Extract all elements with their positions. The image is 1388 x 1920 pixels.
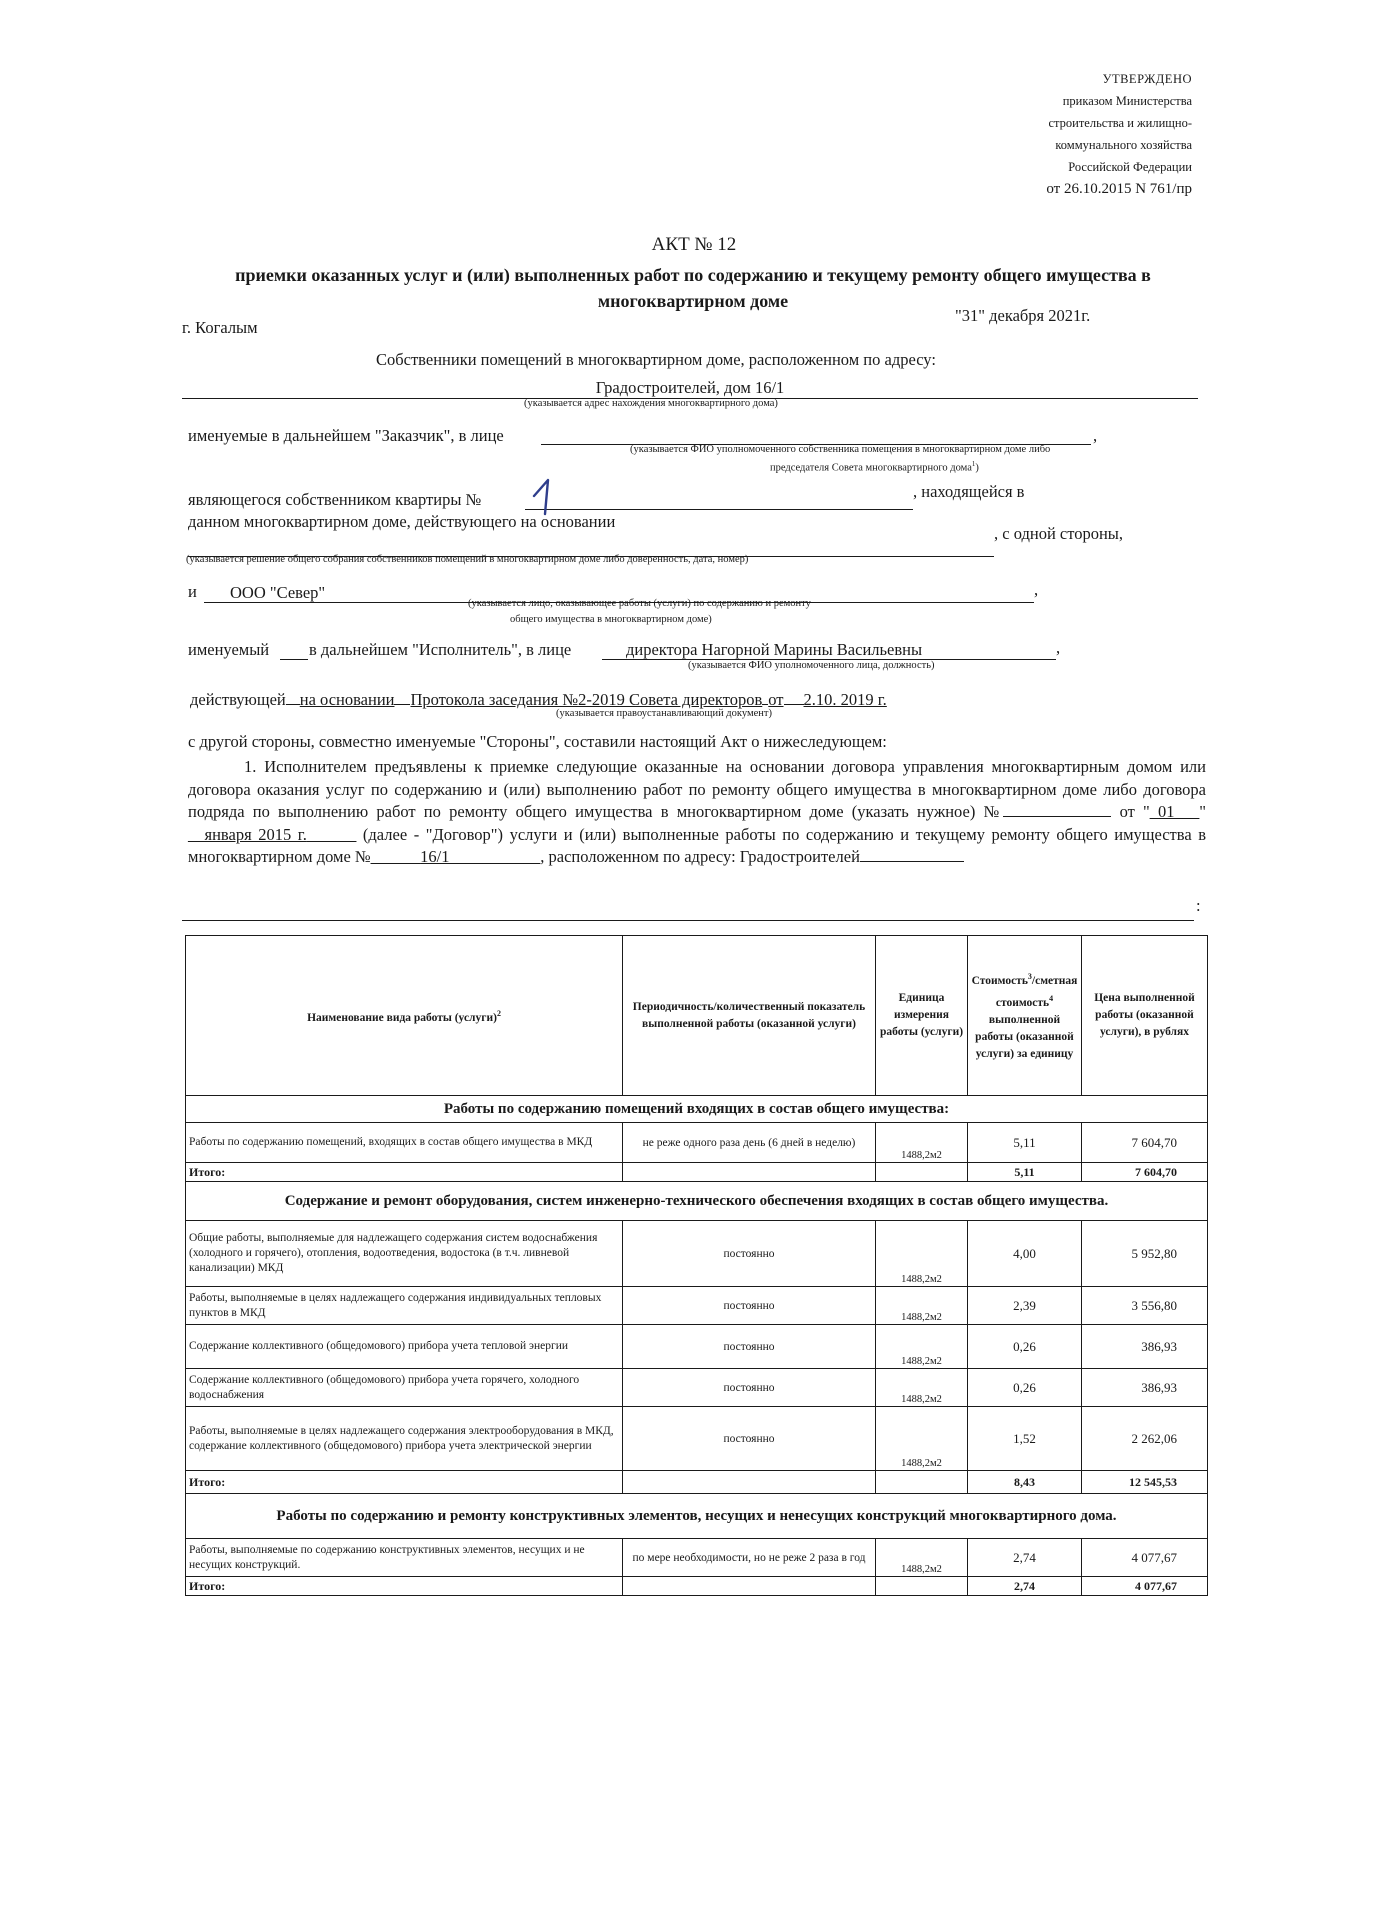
- basis-note: (указывается решение общего собрания собственников помещений в многоквартирном доме либо доверенность, дата, номер): [186, 554, 749, 565]
- acting-prefix: действующей: [190, 690, 286, 709]
- work-name-cell: Работы, выполняемые в целях надлежащего содержания индивидуальных тепловых пунктов в МКД: [186, 1287, 623, 1325]
- empty-cell: [623, 1471, 876, 1494]
- customer-name-field: [541, 426, 1091, 445]
- one-side-text: , с одной стороны,: [994, 524, 1124, 543]
- table-row: [186, 1221, 1208, 1287]
- total-cost-cell: 8,43: [968, 1471, 1082, 1494]
- unit-cell: 1488,2м2: [876, 1407, 968, 1471]
- approval-line: приказом Министерства: [1062, 94, 1192, 108]
- works-table: [185, 935, 1208, 1596]
- footnote-ref: 1: [971, 460, 976, 468]
- table-row: [186, 1325, 1208, 1369]
- unit-cell: 1488,2м2: [876, 1123, 968, 1163]
- header-work-name-text: Наименование вида работы (услуги): [307, 1011, 497, 1024]
- unit-cell: 1488,2м2: [876, 1369, 968, 1407]
- executor-gender-field: [280, 642, 308, 660]
- total-label: Итого:: [186, 1471, 623, 1494]
- customer-line-text: именуемые в дальнейшем "Заказчик", в лице: [188, 426, 504, 445]
- contractor-name: ООО "Север": [230, 583, 326, 602]
- total-label: Итого:: [186, 1163, 623, 1182]
- customer-note-1: (указывается ФИО уполномоченного собственника помещения в многоквартирном доме либо: [630, 444, 1051, 455]
- house-street: Градостроителей: [739, 847, 860, 866]
- header-cost-c: выполненной работы (оказанной услуги) за единицу: [975, 1013, 1074, 1060]
- act-number: АКТ № 12: [651, 234, 737, 255]
- other-side-text: с другой стороны, совместно именуемые "Стороны", составили настоящий Акт о нижеследующем:: [188, 732, 887, 751]
- cost-cell: 0,26: [968, 1325, 1082, 1369]
- cost-cell: 0,26: [968, 1369, 1082, 1407]
- work-name-cell: Работы по содержанию помещений, входящих в состав общего имущества в МКД: [186, 1123, 623, 1163]
- work-name-cell: Общие работы, выполняемые для надлежащего содержания систем водоснабжения (холодного и горячего), отопления, водоотведения, водостока (в т.ч. ливневой канализации) МКД: [186, 1221, 623, 1287]
- total-cost-cell: 2,74: [968, 1577, 1082, 1596]
- periodicity-cell: постоянно: [623, 1221, 876, 1287]
- customer-note-2-text: председателя Совета многоквартирного дома: [770, 462, 972, 474]
- basis-line: данном многоквартирном доме, действующего на основании: [188, 512, 616, 531]
- unit-cell: 1488,2м2: [876, 1325, 968, 1369]
- act-title: приемки оказанных услуг и (или) выполненных работ по содержанию и текущему ремонту общего имущества в многоквартирном доме: [235, 265, 1151, 311]
- contractor-note-2: общего имущества в многоквартирном доме): [510, 614, 712, 625]
- price-cell: 386,93: [1082, 1325, 1208, 1369]
- table-row: [186, 1123, 1208, 1163]
- price-cell: 4 077,67: [1082, 1539, 1208, 1577]
- header-cost-b: /сметная стоимость: [995, 975, 1078, 1009]
- work-name-cell: Содержание коллективного (общедомового) прибора учета тепловой энергии: [186, 1325, 623, 1369]
- table-total-row: [186, 1163, 1208, 1182]
- work-name-cell: Работы, выполняемые по содержанию конструктивных элементов, несущих и не несущих конструкций.: [186, 1539, 623, 1577]
- address-continuation-field: [182, 904, 1194, 921]
- apartment-suffix: , находящейся в: [913, 482, 1025, 501]
- clause-1: 1. Исполнителем предъявлены к приемке следующие оказанные на основании договора управления многоквартирным домом или договора оказания услуг по содержанию и (или) выполнению работ по ремонту общего имущества в многоквартирном доме либо договора подряда по выполнению работ по ремонту общего имущества в многоквартирном доме (указать нужное) № от "_01___" __января 2015 г.______ (далее - "Договор") услуги и (или) выполненные работы по содержанию и текущему ремонту общего имущества в многоквартирном доме №______16/1___________, расположенном по адресу: Градостроителей: [188, 757, 1207, 866]
- cost-cell: 1,52: [968, 1407, 1082, 1471]
- executor-note: (указывается ФИО уполномоченного лица, должность): [688, 660, 935, 671]
- clause-1-text-e: , расположенном по адресу:: [540, 847, 736, 866]
- address-note: (указывается адрес нахождения многоквартирного дома): [524, 398, 778, 409]
- clause-1-text-b: от ": [1119, 802, 1150, 821]
- apartment-number-field: [525, 491, 913, 510]
- unit-cell: 1488,2м2: [876, 1221, 968, 1287]
- table-section-header: [186, 1182, 1208, 1221]
- executor-person: директора Нагорной Марины Васильевны: [626, 640, 923, 659]
- handwritten-apartment-number: [528, 470, 568, 516]
- periodicity-cell: не реже одного раза день (6 дней в неделю): [623, 1123, 876, 1163]
- acting-date: 2.10. 2019 г.: [803, 690, 887, 709]
- table-row: [186, 1287, 1208, 1325]
- act-date: "31" декабря 2021г.: [955, 306, 1091, 325]
- total-label: Итого:: [186, 1577, 623, 1596]
- table-total-row: [186, 1471, 1208, 1494]
- acting-basis: на основании: [299, 690, 395, 709]
- approval-block: [1046, 68, 1192, 200]
- empty-cell: [623, 1163, 876, 1182]
- header-price: Цена выполненной работы (оказанной услуги), в рублях: [1082, 936, 1208, 1096]
- executor-prefix: именуемый: [188, 640, 270, 659]
- customer-line: именуемые в дальнейшем "Заказчик", в лице ,: [188, 426, 1098, 445]
- table-row: [186, 1407, 1208, 1471]
- acting-document: Протокола заседания №2-2019 Совета директоров: [410, 690, 763, 709]
- approval-line: коммунального хозяйства: [1055, 138, 1192, 152]
- unit-cell: 1488,2м2: [876, 1287, 968, 1325]
- table-section-header: [186, 1096, 1208, 1123]
- periodicity-cell: постоянно: [623, 1325, 876, 1369]
- section-title: Содержание и ремонт оборудования, систем инженерно-технического обеспечения входящих в состав общего имущества.: [186, 1182, 1208, 1221]
- address-field: [182, 378, 1198, 399]
- total-price-cell: 4 077,67: [1082, 1577, 1208, 1596]
- cost-cell: 2,39: [968, 1287, 1082, 1325]
- table-row: [186, 1369, 1208, 1407]
- cost-cell: 5,11: [968, 1123, 1082, 1163]
- contractor-note-1: (указывается лицо, оказывающее работы (услуги) по содержанию и ремонту: [468, 598, 811, 609]
- address-value: Градостроителей, дом 16/1: [595, 378, 785, 397]
- customer-note-2: председателя Совета многоквартирного дома$^1$): [770, 460, 979, 474]
- footnote-ref: 4: [1049, 994, 1054, 1003]
- unit-cell: 1488,2м2: [876, 1539, 968, 1577]
- acting-from: от: [768, 690, 784, 709]
- header-work-name: [186, 936, 623, 1096]
- price-cell: 5 952,80: [1082, 1221, 1208, 1287]
- empty-cell: [876, 1163, 968, 1182]
- total-price-cell: 12 545,53: [1082, 1471, 1208, 1494]
- table-row: [186, 1539, 1208, 1577]
- periodicity-cell: постоянно: [623, 1407, 876, 1471]
- cost-cell: 4,00: [968, 1221, 1082, 1287]
- total-price-cell: 7 604,70: [1082, 1163, 1208, 1182]
- apartment-prefix: являющегося собственником квартиры №: [188, 490, 482, 509]
- approval-order-date: от 26.10.2015 N 761/пр: [1046, 181, 1192, 197]
- header-cost: [968, 936, 1082, 1096]
- approval-line: строительства и жилищно-: [1048, 116, 1192, 130]
- table-header-row: [186, 936, 1208, 1096]
- contract-month-year: января 2015 г.: [204, 824, 307, 844]
- address-colon: :: [1196, 896, 1201, 915]
- footnote-ref: 2: [496, 1008, 501, 1018]
- act-city: г. Когалым: [182, 318, 258, 337]
- approval-heading: УТВЕРЖДЕНО: [1102, 72, 1192, 86]
- table-section-header: [186, 1494, 1208, 1539]
- header-periodicity: Периодичность/количественный показатель выполненной работы (оказанной услуги): [623, 936, 876, 1096]
- total-cost-cell: 5,11: [968, 1163, 1082, 1182]
- house-number: 16/1: [420, 847, 450, 866]
- contract-day: 01: [1158, 802, 1175, 821]
- work-name-cell: Содержание коллективного (общедомового) прибора учета горячего, холодного водоснабжения: [186, 1369, 623, 1407]
- header-cost-a: Стоимость: [971, 975, 1028, 987]
- periodicity-cell: по мере необходимости, но не реже 2 раза в год: [623, 1539, 876, 1577]
- price-cell: 3 556,80: [1082, 1287, 1208, 1325]
- price-cell: 7 604,70: [1082, 1123, 1208, 1163]
- executor-person-field: [602, 642, 1056, 660]
- clause-1-text-c: ": [1199, 802, 1207, 821]
- footnote-ref: 3: [1027, 972, 1032, 982]
- price-cell: 2 262,06: [1082, 1407, 1208, 1471]
- cost-cell: 2,74: [968, 1539, 1082, 1577]
- clause-1-text-a: 1. Исполнителем предъявлены к приемке следующие оказанные на основании договора управления многоквартирным домом или договора оказания услуг по содержанию и (или) выполнению работ по ремонту общего имущества в многоквартирном доме либо договора подряда по выполнению работ по ремонту общего имущества в многоквартирном доме (указать нужное) №: [188, 757, 1206, 821]
- section-title: Работы по содержанию и ремонту конструктивных элементов, несущих и ненесущих конструкций многоквартирного дома.: [186, 1494, 1208, 1539]
- empty-cell: [876, 1471, 968, 1494]
- periodicity-cell: постоянно: [623, 1287, 876, 1325]
- clause-1-text-d: (далее - "Договор") услуги и (или) выполненные работы по содержанию и текущему ремонту общего имущества в многоквартирном доме №: [188, 824, 1207, 866]
- executor-mid: в дальнейшем "Исполнитель", в лице: [309, 640, 572, 659]
- header-unit: Единица измерения работы (услуги): [876, 936, 968, 1096]
- empty-cell: [623, 1577, 876, 1596]
- approval-line: Российской Федерации: [1068, 160, 1192, 174]
- acting-note: (указывается правоустанавливающий документ): [556, 708, 772, 719]
- acting-line: [190, 690, 887, 710]
- work-name-cell: Работы, выполняемые в целях надлежащего содержания электрооборудования в МКД, содержание коллективного (общедомового) прибора учета электрической энергии: [186, 1407, 623, 1471]
- and-prefix: и: [188, 582, 197, 601]
- table-total-row: [186, 1577, 1208, 1596]
- owners-line: Собственники помещений в многоквартирном доме, расположенном по адресу:: [376, 350, 936, 369]
- apartment-line: [188, 490, 481, 510]
- periodicity-cell: постоянно: [623, 1369, 876, 1407]
- section-title: Работы по содержанию помещений входящих в состав общего имущества:: [186, 1096, 1208, 1123]
- empty-cell: [876, 1577, 968, 1596]
- price-cell: 386,93: [1082, 1369, 1208, 1407]
